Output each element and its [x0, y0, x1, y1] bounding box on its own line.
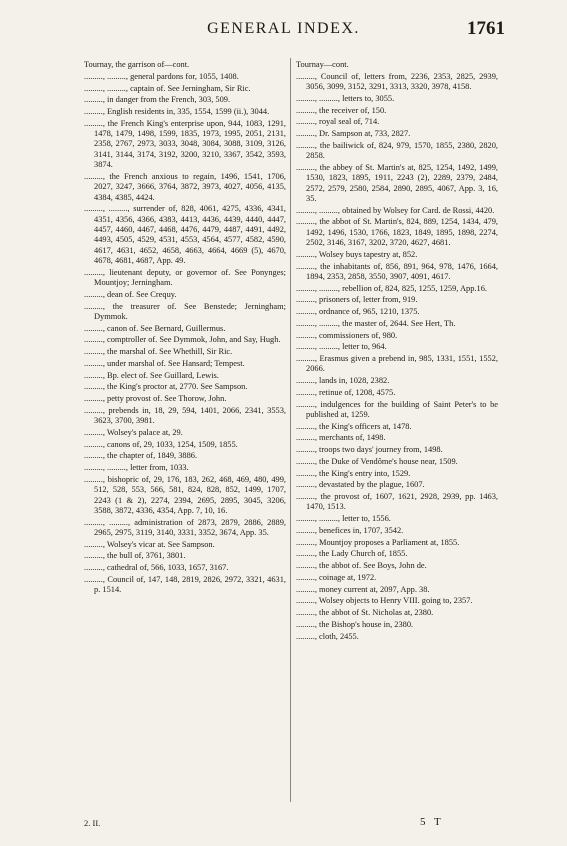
index-entry: ........., under marshal of. See Hansard; Tempest. [84, 358, 245, 368]
index-entry: ........., the French King's enterprise upon, 944, 1083, 1291, 1478, 1479, 1498, 1599, 1835, 1973, 1995, 2051, 2131, 2358, 2767, 2973, 3033, 3048, 3084, 3088, 3109, 3126, 3141, 3144, 3174, 3192, 3200, 3210, 3367, 3542, 3593, 3874. [84, 118, 286, 170]
index-entry: ........., canons of, 29, 1033, 1254, 1509, 1855. [84, 439, 238, 449]
index-entry: ........., in danger from the French, 303, 509. [84, 95, 231, 105]
index-entry: ........., royal seal of, 714. [296, 117, 380, 127]
index-entry: ........., Erasmus given a prebend in, 985, 1331, 1551, 1552, 2066. [296, 354, 498, 374]
index-entry: ........., the King's entry into, 1529. [296, 468, 411, 478]
index-entry: ........., the bailiwick of, 824, 979, 1570, 1855, 2380, 2820, 2858. [296, 140, 498, 161]
index-entry: ........., Wolsey objects to Henry VIII. going to, 2357. [296, 596, 473, 606]
index-entry: ........., devastated by the plague, 1607. [296, 480, 425, 490]
index-entry: ........., dean of. See Crequy. [84, 289, 177, 299]
page-header [0, 18, 567, 48]
index-entry: ........., canon of. See Bernard, Guillermus. [84, 323, 226, 333]
page-number: 1761 [467, 18, 505, 39]
index-entry: ........., commissioners of, 980. [296, 330, 398, 340]
index-entry: ........., lieutenant deputy, or governor of. See Ponynges; Mountjoy; Jerningham. [84, 267, 286, 288]
index-entry: ........., Mountjoy proposes a Parliament at, 1855. [296, 537, 460, 547]
index-entry: ........., Wolsey's palace at, 29. [84, 427, 183, 437]
index-entry: ........., Wolsey buys tapestry at, 852. [296, 249, 418, 259]
left-column [84, 60, 286, 597]
column-heading: Tournay—cont. [296, 60, 349, 69]
index-entry: ........., the inhabitants of, 856, 891, 964, 978, 1476, 1664, 1894, 2353, 2858, 3550, 3907, 4091, 4617. [296, 261, 498, 281]
index-entry: ........., the marshal of. See Whethill, Sir Ric. [84, 347, 233, 357]
index-entry: ........., cloth, 2455. [296, 631, 359, 641]
index-entry: ........., ........., general pardons for, 1055, 1408. [84, 71, 239, 81]
index-entry: ........., the provost of, 1607, 1621, 2928, 2939, pp. 1463, 1470, 1513. [296, 492, 498, 512]
index-entry: ........., Council of, letters from, 2236, 2353, 2825, 2939, 3056, 3099, 3152, 3291, 3313, 3320, 3978, 4158. [296, 71, 498, 92]
index-entry: ........., retinue of, 1208, 4575. [296, 387, 396, 397]
index-entry: ........., bishopric of, 29, 176, 183, 262, 468, 469, 480, 499, 512, 528, 553, 566, 581, 824, 828, 852, 1499, 1707, 2243 (1 & 2), 2274, 2394, 2695, 2895, 3045, 3206, 3588, 3872, 4336, 4354, App. 7, 10, 16. [84, 474, 286, 515]
column-divider [290, 58, 291, 802]
index-entry: ........., ........., surrender of, 828, 4061, 4275, 4336, 4341, 4351, 4356, 4366, 4383, 4413, 4436, 4439, 4440, 4447, 4457, 4460, 4467, 4468, 4476, 4479, 4487, 4491, 4492, 4493, 4505, 4529, 4531, 4553, 4564, 4577, 4582, 4590, 4617, 4631, 4652, 4658, 4663, 4664, 4669 (5), 4670, 4678, 4681, 4687, App. 49. [84, 204, 286, 266]
index-entry: ........., ........., obtained by Wolsey for Card. de Rossi, 4420. [296, 205, 495, 215]
index-entry: ........., Wolsey's vicar at. See Sampson. [84, 539, 215, 549]
index-entry: ........., ........., the master of, 2644. See Hert, Th. [296, 318, 456, 328]
index-entry: ........., the abbot of St. Martin's, 824, 889, 1254, 1434, 479, 1492, 1496, 1530, 1766, 1823, 1849, 1895, 1898, 2274, 2502, 3146, 3167, 3202, 3720, 4627, 4681. [296, 217, 498, 248]
signature-mark: 2. II. [84, 818, 101, 828]
index-entry: ........., troops two days' journey from, 1498. [296, 445, 443, 455]
index-entry: ........., ordnance of, 965, 1210, 1375. [296, 307, 420, 317]
index-entry: ........., ........., letter to, 964. [296, 342, 387, 352]
index-entry: ........., ........., letters to, 3055. [296, 93, 395, 103]
index-entry: ........., ........., letter to, 1556. [296, 514, 391, 524]
index-entry: ........., the abbot of. See Boys, John de. [296, 561, 427, 571]
index-entry: ........., ........., letter from, 1033. [84, 463, 189, 473]
index-entry: ........., prebends in, 18, 29, 594, 1401, 2066, 2341, 3553, 3623, 3700, 3981. [84, 405, 286, 426]
right-column [296, 60, 498, 643]
index-entry: ........., the abbot of St. Nicholas at, 2380. [296, 608, 434, 618]
index-entry: ........., merchants of, 1498. [296, 433, 386, 443]
index-entry: ........., benefices in, 1707, 3542. [296, 525, 404, 535]
sheet-mark: 5 T [420, 816, 444, 828]
index-entry: ........., ........., administration of 2873, 2879, 2886, 2889, 2965, 2975, 3119, 3140, 3331, 3352, 3674, App. 35. [84, 517, 286, 537]
index-entry: ........., ........., rebellion of, 824, 825, 1255, 1259, App.16. [296, 283, 487, 293]
index-entry: ........., cathedral of, 566, 1033, 1657, 3167. [84, 563, 229, 573]
index-entry: ........., English residents in, 335, 1554, 1599 (ii.), 3044. [84, 107, 270, 117]
index-entry: ........., money current at, 2097, App. 38. [296, 584, 430, 594]
index-entry: ........., the Duke of Vendôme's house near, 1509. [296, 456, 458, 466]
index-entry: ........., Dr. Sampson at, 733, 2827. [296, 129, 411, 139]
right-entry-list [296, 72, 498, 642]
index-entry: ........., indulgences for the building of Saint Peter's to be published at, 1259. [296, 399, 498, 419]
index-entry: ........., the bull of, 3761, 3801. [84, 551, 186, 561]
running-title: GENERAL INDEX. [207, 20, 360, 37]
index-entry: ........., the King's officers at, 1478. [296, 421, 412, 431]
column-heading: Tournay, the garrison of—cont. [84, 60, 190, 69]
index-entry: ........., ........., captain of. See Jerningham, Sir Ric. [84, 83, 251, 93]
index-entry: ........., the Lady Church of, 1855. [296, 549, 408, 559]
index-entry: ........., Council of, 147, 148, 2819, 2826, 2972, 3321, 4631, p. 1514. [84, 574, 286, 595]
left-entry-list [84, 72, 286, 596]
index-entry: ........., the King's proctor at, 2770. See Sampson. [84, 382, 248, 392]
index-entry: ........., petty provost of. See Thorow, John. [84, 394, 227, 404]
index-entry: ........., the receiver of, 150. [296, 105, 387, 115]
index-entry: ........., prisoners of, letter from, 919. [296, 295, 418, 305]
index-entry: ........., the chapter of, 1849, 3886. [84, 451, 198, 461]
index-entry: ........., coinage at, 1972. [296, 572, 377, 582]
index-entry: ........., comptroller of. See Dymmok, John, and Say, Hugh. [84, 335, 281, 345]
index-entry: ........., the French anxious to regain, 1496, 1541, 1706, 2027, 3247, 3666, 3764, 3872, 3973, 4027, 4056, 4135, 4384, 4385, 4424. [84, 171, 286, 202]
index-entry: ........., the abbey of St. Martin's at, 825, 1254, 1492, 1499, 1530, 1823, 1895, 1911, 2243 (2), 2289, 2379, 2484, 2572, 2579, 2580, 2584, 2890, 2895, 4067, App. 3, 16, 35. [296, 162, 498, 203]
index-entry: ........., the treasurer of. See Benstede; Jerningham; Dymmok. [84, 301, 286, 321]
index-entry: ........., the Bishop's house in, 2380. [296, 619, 414, 629]
index-entry: ........., lands in, 1028, 2382. [296, 376, 390, 386]
index-entry: ........., Bp. elect of. See Guillard, Lewis. [84, 370, 219, 380]
